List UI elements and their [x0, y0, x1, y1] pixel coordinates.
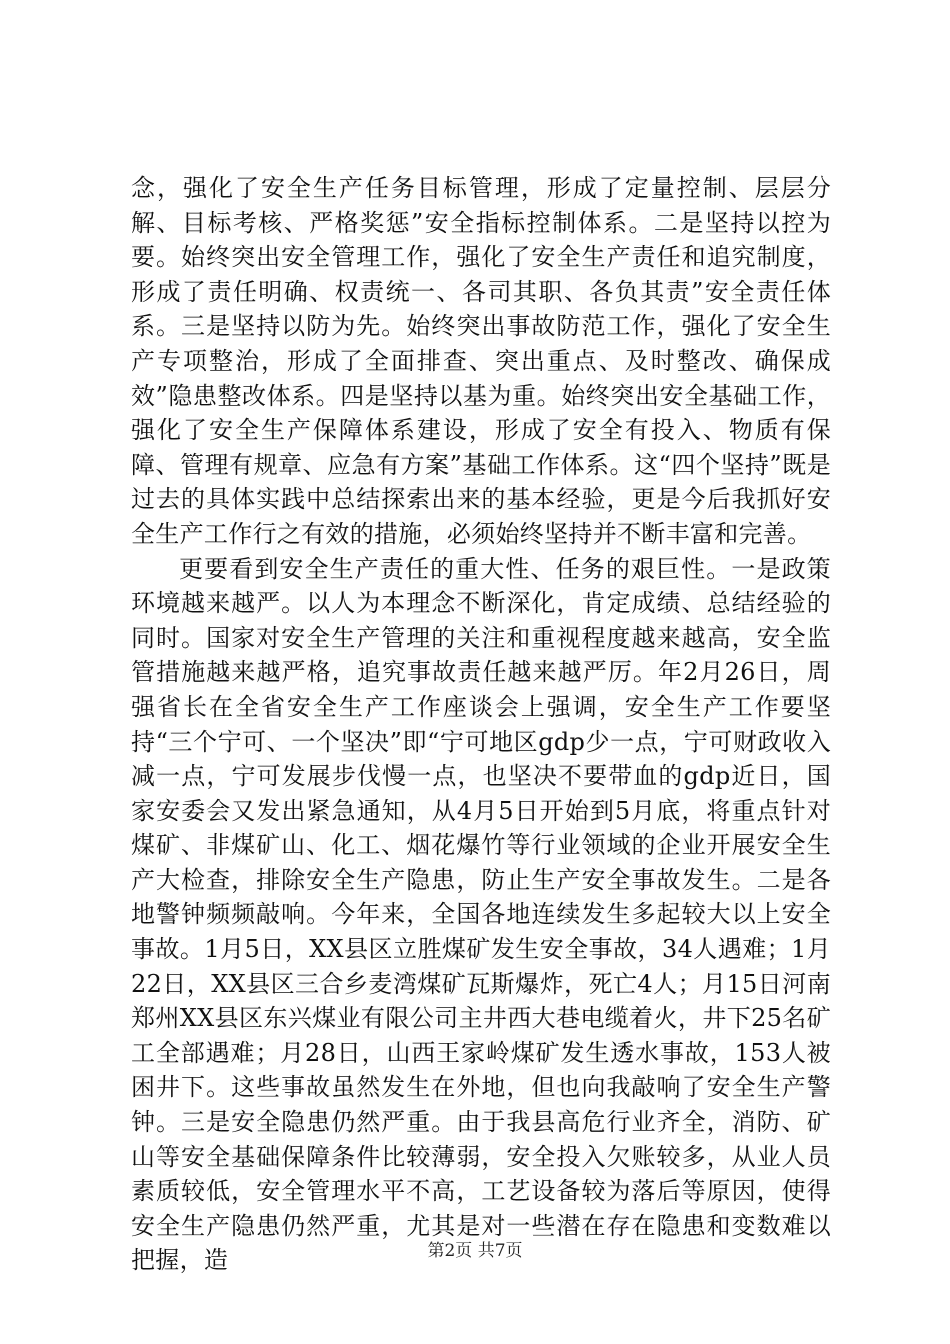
paragraph-1: 念，强化了安全生产任务目标管理，形成了定量控制、层层分解、目标考核、严格奖惩”安全指标控制体系。二是坚持以控为要。始终突出安全管理工作，强化了安全生产责任和追究制度，形成了责任明确、权责统一、各司其职、各负其责”安全责任体系。三是坚持以防为先。始终突出事故防范工作，强化了安全生产专项整治，形成了全面排查、突出重点、及时整改、确保成效”隐患整改体系。四是坚持以基为重。始终突出安全基础工作，强化了安全生产保障体系建设，形成了安全有投入、物质有保障、管理有规章、应急有方案”基础工作体系。这“四个坚持”既是过去的具体实践中总结探索出来的基本经验，更是今后我抓好安全生产工作行之有效的措施，必须始终坚持并不断丰富和完善。	[131, 174, 831, 548]
paragraph-2: 更要看到安全生产责任的重大性、任务的艰巨性。一是政策环境越来越严。以人为本理念不断深化，肯定成绩、总结经验的同时。国家对安全生产管理的关注和重视程度越来越高，安全监管措施越来越严格，追究事故责任越来越严厉。年2月26日，周强省长在全省安全生产工作座谈会上强调，安全生产工作要坚持“三个宁可、一个坚决”即“宁可地区gdp少一点，宁可财政收入减一点，宁可发展步伐慢一点，也坚决不要带血的gdp近日，国家安委会又发出紧急通知，从4月5日开始到5月底，将重点针对煤矿、非煤矿山、化工、烟花爆竹等行业领域的企业开展安全生产大检查，排除安全生产隐患，防止生产安全事故发生。二是各地警钟频频敲响。今年来，全国各地连续发生多起较大以上安全事故。1月5日，XX县区立胜煤矿发生安全事故，34人遇难；1月22日，XX县区三合乡麦湾煤矿瓦斯爆炸，死亡4人；月15日河南郑州XX县区东兴煤业有限公司主井西大巷电缆着火，井下25名矿工全部遇难；月28日，山西王家岭煤矿发生透水事故，153人被困井下。这些事故虽然发生在外地，但也向我敲响了安全生产警钟。三是安全隐患仍然严重。由于我县高危行业齐全，消防、矿山等安全基础保障条件比较薄弱，安全投入欠账较多，从业人员素质较低，安全管理水平不高，工艺设备较为落后等原因，使得安全生产隐患仍然严重，尤其是对一些潜在存在隐患和变数难以把握，造	[131, 554, 831, 1275]
page-footer: 第2页 共7页	[427, 1241, 523, 1261]
body-text	[131, 171, 831, 1278]
